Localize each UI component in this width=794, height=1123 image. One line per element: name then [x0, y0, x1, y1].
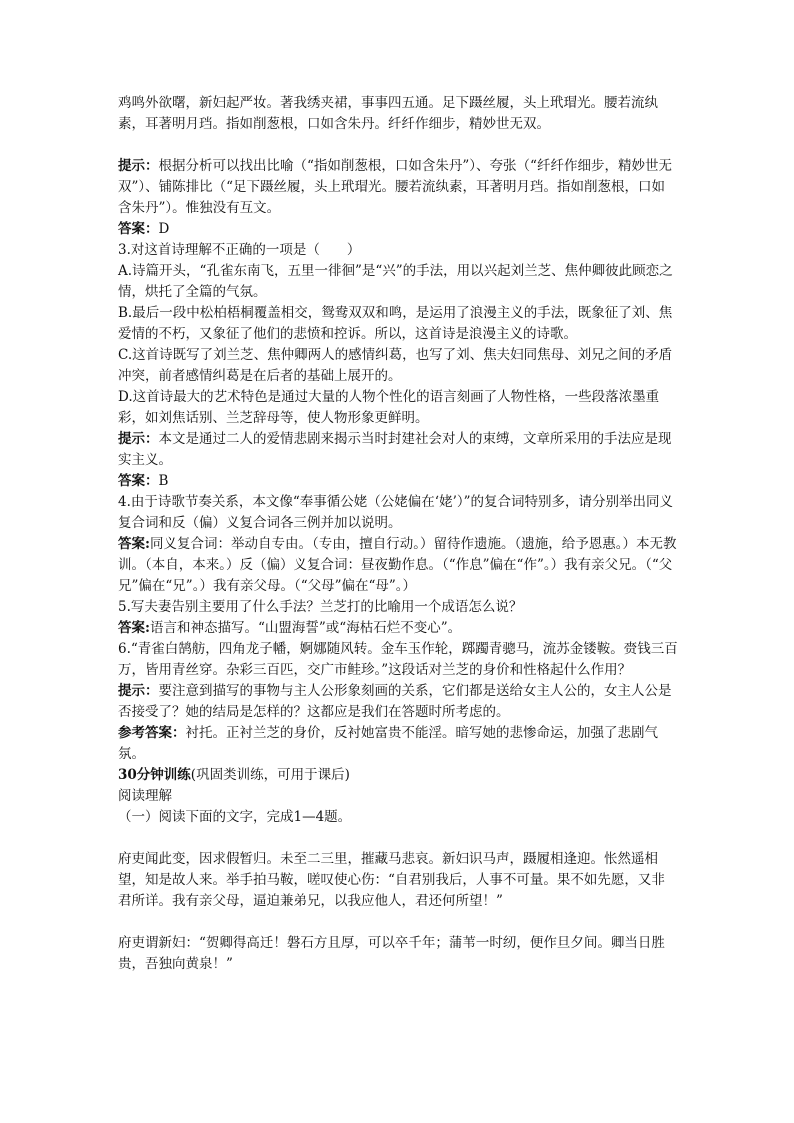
document-page — [118, 93, 678, 975]
question-3-option-c: C.这首诗既写了刘兰芝、焦仲卿两人的感情纠葛，也写了刘、焦夫妇同焦母、刘兄之间的矛盾冲突，前者感情纠葛是在后者的基础上展开的。 — [118, 347, 673, 384]
question-3-hint — [118, 429, 678, 471]
question-6-hint — [118, 681, 678, 723]
question-3-option-d: D.这首诗最大的艺术特色是通过大量的人物个性化的语言刻画了人物性格，一些段落浓墨重彩，如刘焦话别、兰芝辞母等，使人物形象更鲜明。 — [118, 389, 660, 426]
hint-text: 要注意到描写的事物与主人公形象刻画的关系，它们都是送给女主人公的，女主人公是否接受了？她的结局是怎样的？这都应是我们在答题时所考虑的。 — [118, 683, 672, 720]
poem-excerpt: 鸡鸣外欲曙，新妇起严妆。著我绣夹裙，事事四五通。足下蹑丝履，头上玳瑁光。腰若流纨素，耳著明月珰。指如削葱根，口如含朱丹。纤纤作细步，精妙世无双。 — [118, 95, 658, 132]
question-4-answer — [118, 534, 678, 597]
question-6-reference-answer — [118, 723, 678, 765]
reading-heading: 阅读理解 — [118, 788, 172, 804]
answer-label: 答案: — [118, 536, 150, 552]
reading-instruction: （一）阅读下面的文字，完成1—4题。 — [118, 809, 352, 825]
answer-block — [118, 219, 678, 240]
reference-text: 衬托。正衬兰芝的身价，反衬她富贵不能淫。暗写她的悲惨命运，加强了悲剧气氛。 — [118, 725, 658, 762]
reading-passage-1: 府吏闻此变，因求假暂归。未至二三里，摧藏马悲哀。新妇识马声，蹑履相逢迎。怅然遥相望，知是故人来。举手拍马鞍，嗟叹使心伤：“自君别我后，人事不可量。果不如先愿，又非君所详。我有亲父母，逼迫兼弟兄，以我应他人，君还何所望！” — [118, 851, 665, 909]
question-5-answer — [118, 618, 678, 639]
question-5-stem: 5.写夫妻告别主要用了什么手法？兰芝打的比喻用一个成语怎么说？ — [118, 599, 523, 615]
question-3-option-b: B.最后一段中松柏梧桐覆盖相交，鸳鸯双双和鸣，是运用了浪漫主义的手法，既象征了刘、焦爱情的不朽，又象征了他们的悲愤和控诉。所以，这首诗是浪漫主义的诗歌。 — [118, 305, 673, 342]
answer-label: 答案： — [118, 221, 159, 237]
hint-text: 本文是通过二人的爱情悲剧来揭示当时封建社会对人的束缚，文章所采用的手法应是现实主义。 — [118, 431, 672, 468]
hint-label: 提示： — [118, 158, 159, 174]
reference-label: 参考答案： — [118, 725, 186, 741]
training-title: 30分钟训练 — [118, 767, 191, 783]
answer-text: 语言和神态描写。“山盟海誓”或“海枯石烂不变心”。 — [149, 620, 462, 636]
reading-passage-2: 府吏谓新妇：“贺卿得高迁！磐石方且厚，可以卒千年；蒲苇一时纫，便作旦夕间。卿当日胜贵，吾独向黄泉！” — [118, 935, 665, 972]
question-6-stem: 6.“青雀白鹄舫，四角龙子幡，婀娜随风转。金车玉作轮，踯躅青骢马，流苏金镂鞍。赍钱三百万，皆用青丝穿。杂彩三百匹，交广市鲑珍。”这段话对兰芝的身价和性格起什么作用？ — [118, 641, 678, 678]
hint-label: 提示： — [118, 431, 159, 447]
answer-text: D — [158, 221, 170, 237]
question-3-answer — [118, 471, 678, 492]
question-4-stem: 4.由于诗歌节奏关系，本文像“奉事循公姥（公姥偏在‘姥’）”的复合词特别多，请分别举出同义复合词和反（偏）义复合词各三例并加以说明。 — [118, 494, 674, 531]
hint-label: 提示： — [118, 683, 159, 699]
training-note: (巩固类训练，可用于课后) — [190, 767, 350, 783]
answer-label: 答案: — [118, 620, 150, 636]
question-3-stem: 3.对这首诗理解不正确的一项是（ ） — [118, 242, 361, 258]
hint-text: 根据分析可以找出比喻（“指如削葱根，口如含朱丹”）、夸张（“纤纤作细步，精妙世无双”）、铺陈排比（“足下蹑丝履，头上玳瑁光。腰若流纨素，耳著明月珰。指如削葱根，口如含朱丹”）。惟独没有互文。 — [118, 158, 672, 216]
answer-text: B — [158, 473, 169, 489]
answer-label: 答案： — [118, 473, 159, 489]
answer-text: 同义复合词：举动自专由。（专由，擅自行动。）留待作遗施。（遗施，给予恩惠。）本无教训。（本自，本来。）反（偏）义复合词：昼夜勤作息。（“作息”偏在“作”。）我有亲父兄。（“父兄”偏在“兄”。）我有亲父母。（“父母”偏在“母”。） — [118, 536, 677, 594]
question-3-option-a: A.诗篇开头，“孔雀东南飞，五里一徘徊”是“兴”的手法，用以兴起刘兰芝、焦仲卿彼此顾恋之情，烘托了全篇的气氛。 — [118, 263, 673, 300]
hint-block — [118, 156, 678, 219]
training-heading — [118, 765, 678, 786]
